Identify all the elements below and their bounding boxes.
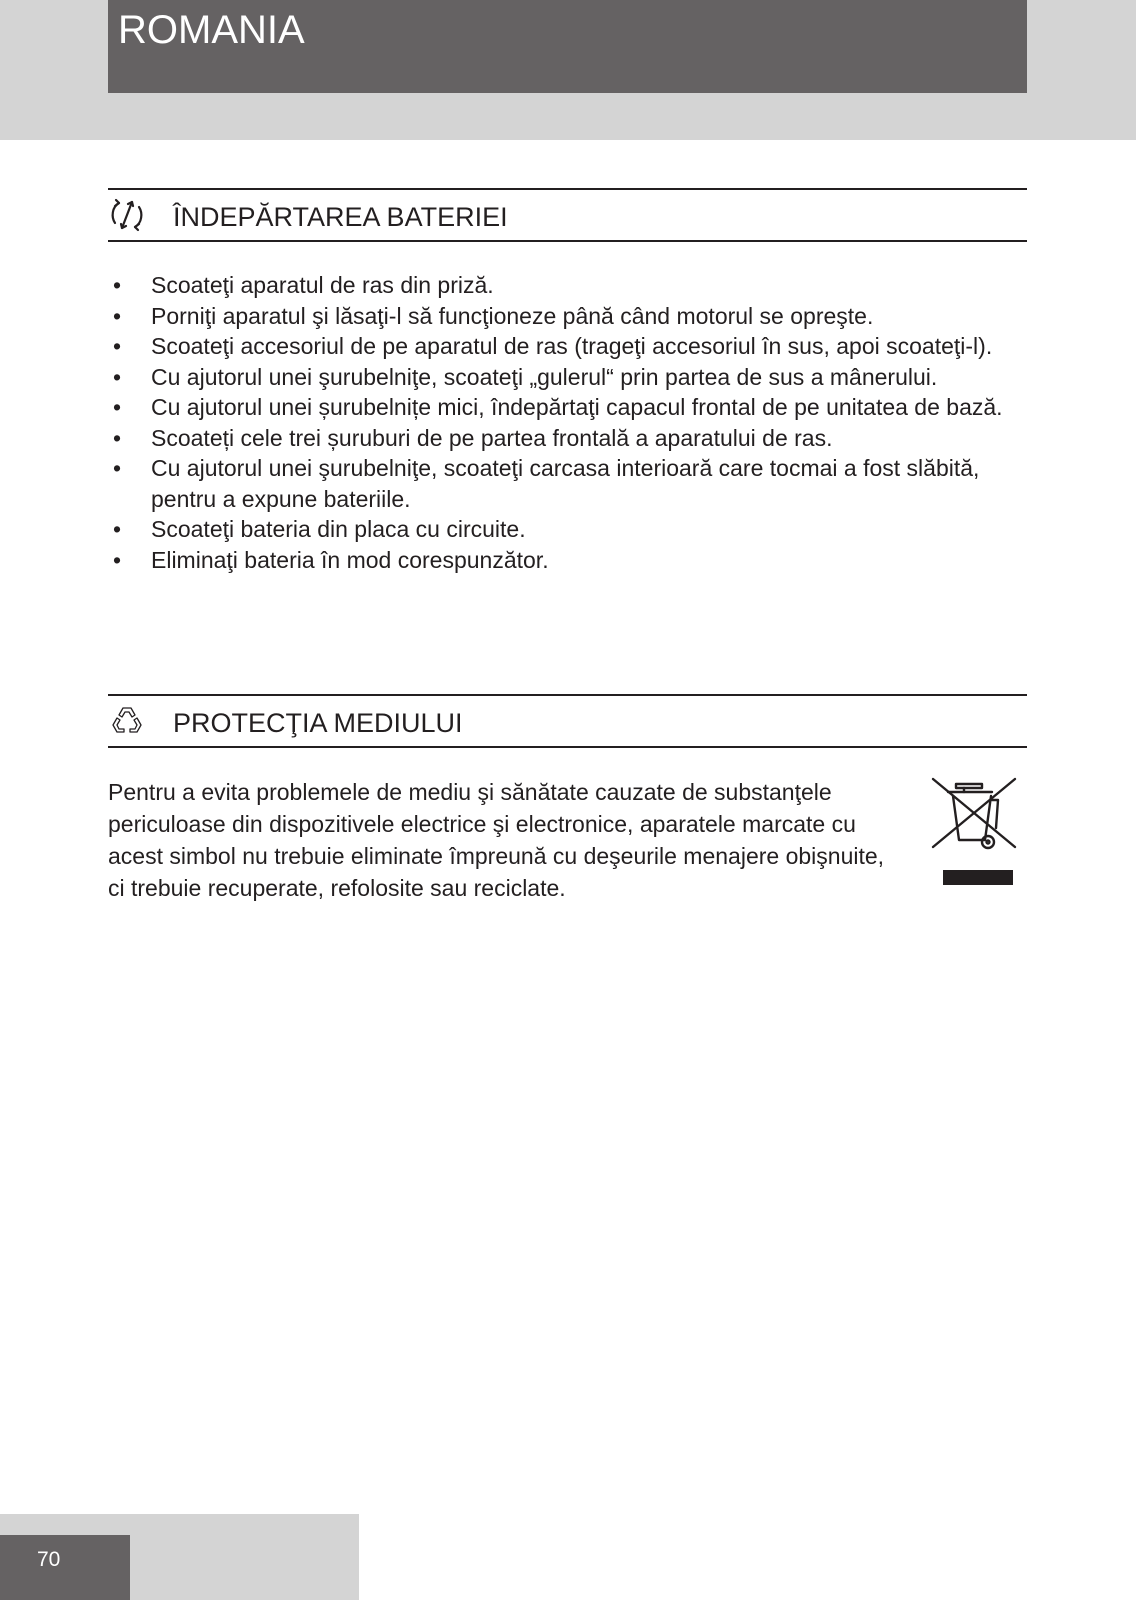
recycle-icon (108, 702, 146, 740)
list-item (108, 453, 1008, 514)
bullet: • (113, 333, 122, 359)
bullet: • (113, 272, 122, 298)
language-banner (108, 0, 1027, 93)
language-title: ROMANIA (118, 8, 305, 52)
step-text: Scoateţi aparatul de ras din priză. (151, 272, 494, 298)
step-text: Cu ajutorul unei șurubelnițe mici, îndepărtaţi capacul frontal de pe unitatea de bază. (151, 394, 1003, 420)
bullet: • (113, 424, 122, 451)
list-item (108, 545, 1008, 576)
section-rule-bottom (108, 746, 1027, 748)
step-text: Cu ajutorul unei şurubelniţe, scoateţi carcasa interioară care tocmai a fost slăbită, pentru a expune bateriile. (151, 455, 980, 512)
battery-removal-icon (108, 196, 146, 234)
list-item (108, 270, 1008, 301)
battery-steps-list (108, 270, 1008, 575)
step-text: Cu ajutorul unei şurubelniţe, scoateţi „gulerul“ prin partea de sus a mânerului. (151, 363, 938, 390)
list-item (108, 362, 1008, 393)
bullet: • (113, 394, 122, 420)
step-text: Porniţi aparatul şi lăsaţi-l să funcţioneze până când motorul se opreşte. (151, 302, 874, 329)
step-text: Scoateţi bateria din placa cu circuite. (151, 516, 526, 542)
section-rule-top (108, 188, 1027, 190)
list-item (108, 392, 1008, 423)
section-rule-bottom (108, 240, 1027, 242)
crossed-out-wheelie-bin-icon (930, 776, 1020, 888)
step-text: Scoateţi accesoriul de pe aparatul de ras (trageţi accesoriul în sus, apoi scoateţi-l). (151, 333, 993, 359)
environment-section-title: PROTECŢIA MEDIULUI (173, 708, 463, 738)
bullet: • (113, 363, 122, 390)
battery-section-header (108, 192, 1027, 240)
list-item (108, 514, 1008, 545)
bullet: • (113, 302, 122, 329)
page-number: 70 (37, 1548, 61, 1571)
list-item (108, 331, 1008, 362)
bullet: • (113, 516, 122, 542)
environment-paragraph: Pentru a evita problemele de mediu şi sănătate cauzate de substanţele periculoase din dispozitivele electrice şi electronice, aparatele marcate cu acest simbol nu trebuie eliminate împreună cu deşeurile menajere obişnuite, ci trebuie recuperate, refolosite sau reciclate. (108, 779, 885, 901)
step-text: Scoateți cele trei șuruburi de pe partea frontală a aparatului de ras. (151, 424, 833, 451)
list-item (108, 423, 1008, 454)
page-number-box (0, 1535, 130, 1600)
bullet: • (113, 546, 122, 573)
bullet: • (113, 455, 122, 481)
environment-section-header (108, 698, 1027, 746)
list-item (108, 301, 1008, 332)
step-text: Eliminaţi bateria în mod corespunzător. (151, 546, 549, 573)
section-rule-top (108, 694, 1027, 696)
battery-section-title: ÎNDEPĂRTAREA BATERIEI (173, 202, 508, 232)
